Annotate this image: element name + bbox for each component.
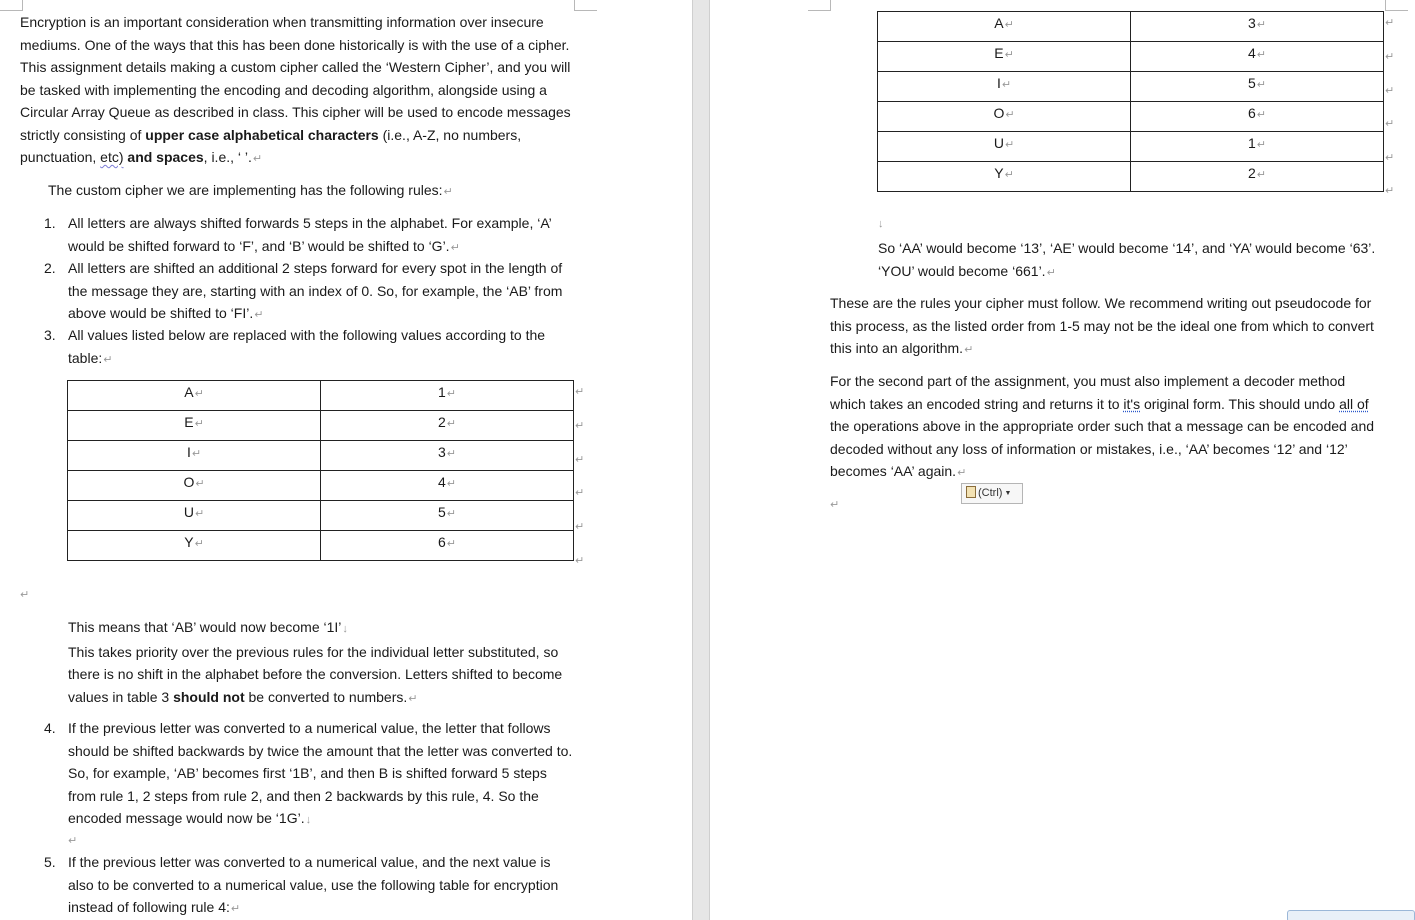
cell-mark: ↵	[446, 538, 456, 550]
intro-text: , i.e., ‘ ’.	[203, 149, 252, 165]
paragraph-mark: ↵	[443, 186, 453, 198]
paragraph-mark: ↵	[450, 241, 460, 254]
table-explanation[interactable]	[68, 616, 562, 710]
intro-line: mediums. One of the ways that this has been done historically is with the use of a cipher.	[20, 36, 570, 53]
cell-letter: U	[183, 504, 194, 520]
rule-text: would be shifted forward to ‘F’, and ‘B’ would be shifted to ‘G’.	[68, 237, 450, 254]
table-cell[interactable]	[878, 162, 1131, 192]
table-cell[interactable]	[1131, 132, 1384, 162]
table-row	[878, 162, 1384, 192]
note-line: These are the rules your cipher must follow. We recommend writing out pseudocode for	[830, 295, 1372, 311]
cell-mark: ↵	[1004, 169, 1014, 181]
cell-value: 5	[437, 504, 446, 520]
row-end-mark: ↵	[1385, 152, 1395, 164]
paragraph-mark: ↵	[252, 153, 263, 165]
rule-number: 4.	[44, 720, 56, 736]
explanation-line: there is no shift in the alphabet before the conversion. Letters shifted to become	[68, 666, 563, 682]
table-cell[interactable]	[878, 12, 1131, 42]
table-cell[interactable]	[878, 72, 1131, 102]
cell-value: 3	[437, 444, 446, 460]
table-row	[878, 42, 1384, 72]
rule-text: encoded message would now be ‘1G’.	[68, 810, 305, 826]
explanation-line	[878, 260, 1375, 285]
cell-mark: ↵	[446, 418, 456, 430]
cell-mark: ↵	[194, 508, 205, 520]
explanation-line	[68, 616, 562, 641]
rule-line: should be shifted backwards by twice the amount that the letter was converted to.	[68, 742, 573, 759]
table-row	[68, 471, 574, 501]
table-cell[interactable]	[878, 102, 1131, 132]
cell-mark: ↵	[1256, 79, 1266, 91]
table-cell[interactable]	[1131, 162, 1384, 192]
table-row	[68, 531, 574, 561]
cell-mark: ↵	[194, 418, 204, 430]
row-end-mark: ↵	[575, 555, 585, 567]
table-cell[interactable]	[321, 501, 574, 531]
rule-4-text[interactable]	[68, 717, 572, 832]
cell-letter: U	[993, 135, 1004, 151]
cell-value: 6	[437, 534, 446, 550]
margin-corner-top-right	[1385, 0, 1408, 11]
intro-paragraph[interactable]	[20, 11, 571, 171]
right-page	[710, 0, 1415, 920]
intro-line: Encryption is an important consideration when transmitting information over insecure	[20, 14, 544, 30]
explanation-bold-text: should not	[173, 688, 245, 705]
cell-letter: O	[183, 474, 195, 490]
cell-mark: ↵	[446, 478, 456, 490]
cell-value: 5	[1247, 75, 1256, 91]
rules-heading-text: The custom cipher we are implementing has the following rules:	[48, 182, 443, 198]
spelling-flag[interactable]: etc)	[100, 149, 124, 165]
paragraph-mark: ↵	[230, 903, 241, 915]
line-break-mark: ↓	[305, 814, 312, 826]
paste-options-button[interactable]	[961, 483, 1023, 504]
rule-line	[68, 347, 545, 372]
paste-options-label: (Ctrl)	[978, 487, 1003, 499]
vowel-table-2[interactable]	[877, 11, 1384, 192]
cell-letter: Y	[184, 534, 194, 550]
table-cell[interactable]	[68, 471, 321, 501]
rule-number: 5.	[44, 854, 56, 870]
grammar-flag[interactable]: all of	[1339, 395, 1369, 412]
table-cell[interactable]	[68, 501, 321, 531]
rule-text: above would be shifted to ‘FI’.	[68, 305, 254, 321]
row-end-mark: ↵	[575, 487, 585, 499]
cell-letter: I	[996, 75, 1001, 91]
cell-mark: ↵	[1005, 109, 1015, 121]
paragraph-mark: ↵	[964, 344, 974, 356]
rules-note-paragraph[interactable]	[830, 292, 1374, 362]
row-end-mark: ↵	[1385, 85, 1395, 97]
table-cell[interactable]	[1131, 42, 1384, 72]
margin-corner-top-left	[0, 0, 23, 11]
rule-line: also to be converted to a numerical value, use the following table for encryption	[68, 876, 559, 893]
cell-letter: A	[994, 15, 1004, 31]
rule-number: 1.	[44, 215, 56, 231]
empty-paragraph-mark: ↵	[68, 835, 78, 847]
cell-letter: Y	[994, 165, 1004, 181]
intro-line: This assignment details making a custom cipher called the ‘Western Cipher’, and you will	[20, 59, 571, 75]
empty-paragraph-mark: ↵	[830, 499, 840, 511]
table-row	[878, 132, 1384, 162]
row-end-mark: ↵	[575, 454, 585, 466]
rule-3-text[interactable]	[68, 324, 545, 371]
row-end-mark: ↵	[1385, 185, 1395, 197]
cell-mark: ↵	[1001, 79, 1012, 91]
table-cell[interactable]	[68, 531, 321, 561]
rule-5-text[interactable]	[68, 851, 558, 920]
line-break-mark: ↓	[878, 218, 884, 230]
paragraph-mark: ↵	[957, 467, 967, 479]
explanation-text: This means that ‘AB’ would now become ‘1I’	[68, 619, 342, 635]
chevron-down-icon: ▼	[1004, 490, 1012, 497]
cell-value: 1	[1247, 135, 1256, 151]
table-cell[interactable]	[878, 42, 1131, 72]
margin-corner-top-left	[808, 0, 831, 11]
explanation-text: be converted to numbers.	[244, 688, 408, 705]
rule-line: from rule 1, 2 steps from rule 2, and then 2 backwards by this rule, 4. So the	[68, 787, 539, 804]
intro-text: (i.e., A-Z, no numbers,	[378, 126, 522, 143]
cell-value: 6	[1247, 105, 1256, 121]
table-cell[interactable]	[321, 381, 574, 411]
margin-corner-top-right	[574, 0, 597, 11]
decoder-line: decoded without any loss of information or mistakes, i.e., ‘AA’ becomes ‘12’ and ‘12’	[830, 440, 1348, 457]
cell-letter: A	[184, 384, 194, 400]
intro-line	[20, 124, 571, 147]
table-cell[interactable]	[321, 411, 574, 441]
cell-mark: ↵	[195, 478, 205, 490]
table-row	[68, 381, 574, 411]
explanation-line	[68, 686, 562, 711]
row-end-mark: ↵	[575, 420, 585, 432]
cell-value: 4	[1247, 45, 1256, 61]
decoder-paragraph[interactable]	[830, 370, 1374, 485]
rule-line	[68, 302, 562, 327]
cell-mark: ↵	[446, 508, 456, 520]
rules-heading[interactable]	[48, 179, 453, 204]
intro-line	[20, 146, 571, 171]
cell-value: 1	[437, 384, 446, 400]
left-page	[0, 0, 692, 920]
rule-line	[68, 807, 572, 832]
rule-2-text[interactable]	[68, 257, 562, 327]
table-cell[interactable]	[1131, 12, 1384, 42]
cell-letter: O	[993, 105, 1005, 121]
rule-line	[68, 896, 558, 920]
rule-number: 2.	[44, 260, 56, 276]
rule-line: All values listed below are replaced with the following values according to the	[68, 327, 546, 343]
table-row	[878, 12, 1384, 42]
intro-text: punctuation,	[20, 149, 101, 165]
note-line: this process, as the listed order from 1-5 may not be the ideal one from which to convert	[830, 317, 1374, 334]
decoder-text: becomes ‘AA’ again.	[830, 463, 957, 479]
cell-mark: ↵	[1256, 109, 1266, 121]
table-cell[interactable]	[878, 132, 1131, 162]
decoder-text: original form. This should undo	[1140, 395, 1340, 412]
cell-mark: ↵	[446, 448, 456, 460]
cell-value: 2	[437, 414, 446, 430]
rule-line: All letters are shifted an additional 2 steps forward for every spot in the length of	[68, 260, 563, 276]
explanation-line: So ‘AA’ would become ‘13’, ‘AE’ would become ‘14’, and ‘YA’ would become ‘63’.	[878, 240, 1376, 256]
vowel-table-1[interactable]	[67, 380, 574, 561]
intro-line: be tasked with implementing the encoding and decoding algorithm, alongside using a	[20, 81, 547, 98]
cell-value: 2	[1247, 165, 1256, 181]
table-row	[878, 72, 1384, 102]
paragraph-mark: ↵	[1046, 266, 1056, 279]
row-end-mark: ↵	[575, 386, 585, 398]
rule-1-text[interactable]	[68, 212, 552, 259]
row-end-mark: ↵	[1385, 51, 1395, 63]
row-end-mark: ↵	[575, 521, 585, 533]
table-cell[interactable]	[1131, 102, 1384, 132]
cell-value: 3	[1247, 15, 1256, 31]
cell-mark: ↵	[1256, 169, 1266, 181]
intro-text: strictly consisting of	[20, 126, 146, 143]
empty-paragraph-mark: ↵	[20, 589, 30, 601]
explanation-text: ‘YOU’ would become ‘661’.	[878, 262, 1046, 279]
table-2-explanation[interactable]	[878, 237, 1375, 284]
status-bar-edge	[1287, 910, 1415, 920]
paragraph-mark: ↵	[408, 692, 418, 705]
cell-mark: ↵	[1256, 19, 1266, 31]
paragraph-mark: ↵	[103, 353, 113, 366]
cell-mark: ↵	[1256, 139, 1266, 151]
table-cell[interactable]	[321, 441, 574, 471]
intro-bold-text: upper case alphabetical characters	[145, 126, 379, 143]
cell-mark: ↵	[194, 538, 204, 550]
table-cell[interactable]	[321, 531, 574, 561]
explanation-line: This takes priority over the previous rules for the individual letter substituted, so	[68, 643, 559, 660]
intro-line: Circular Array Queue as described in class. This cipher will be used to encode messages	[20, 104, 571, 120]
cell-mark: ↵	[191, 448, 202, 460]
cell-mark: ↵	[1004, 139, 1015, 151]
table-cell[interactable]	[68, 441, 321, 471]
table-row	[68, 441, 574, 471]
table-row	[68, 411, 574, 441]
table-row	[878, 102, 1384, 132]
note-text: this into an algorithm.	[830, 340, 964, 356]
table-cell[interactable]	[321, 471, 574, 501]
cell-letter: I	[186, 444, 191, 460]
cell-value: 4	[437, 474, 446, 490]
cell-mark: ↵	[1004, 19, 1014, 31]
cell-mark: ↵	[1256, 49, 1266, 61]
explanation-text: values in table 3	[68, 688, 174, 705]
rule-line: If the previous letter was converted to a numerical value, and the next value is	[68, 854, 551, 870]
cell-mark: ↵	[194, 388, 204, 400]
table-cell[interactable]	[1131, 72, 1384, 102]
decoder-text: which takes an encoded string and returns it to	[830, 395, 1124, 412]
rule-number: 3.	[44, 327, 56, 343]
row-end-mark: ↵	[1385, 17, 1395, 29]
table-cell[interactable]	[68, 381, 321, 411]
decoder-line	[830, 393, 1374, 416]
decoder-line: For the second part of the assignment, you must also implement a decoder method	[830, 373, 1346, 389]
cell-letter: E	[184, 414, 194, 430]
cell-letter: E	[994, 45, 1004, 61]
table-cell[interactable]	[68, 411, 321, 441]
grammar-flag[interactable]: it's	[1123, 395, 1141, 412]
rule-line: All letters are always shifted forwards 5 steps in the alphabet. For example, ‘A’	[68, 215, 552, 231]
cell-mark: ↵	[1004, 49, 1014, 61]
clipboard-icon	[966, 486, 976, 498]
rule-line: If the previous letter was converted to a numerical value, the letter that follows	[68, 720, 551, 736]
decoder-line: the operations above in the appropriate order such that a message can be encoded and	[830, 418, 1375, 434]
cell-mark: ↵	[446, 388, 456, 400]
page-gutter	[692, 0, 710, 920]
note-line	[830, 337, 1374, 362]
rule-line: the message they are, starting with an index of 0. So, for example, the ‘AB’ from	[68, 282, 563, 299]
table-row	[68, 501, 574, 531]
rule-text: instead of following rule 4:	[68, 899, 230, 915]
row-end-mark: ↵	[1385, 118, 1395, 130]
paragraph-mark: ↵	[254, 309, 264, 321]
rule-line: So, for example, ‘AB’ becomes first ‘1B’, and then B is shifted forward 5 steps	[68, 765, 547, 781]
rule-line	[68, 235, 552, 260]
decoder-line	[830, 460, 1374, 485]
intro-bold-text: and spaces	[123, 149, 204, 165]
rule-text: table:	[68, 349, 103, 366]
line-break-mark: ↓	[342, 623, 348, 635]
